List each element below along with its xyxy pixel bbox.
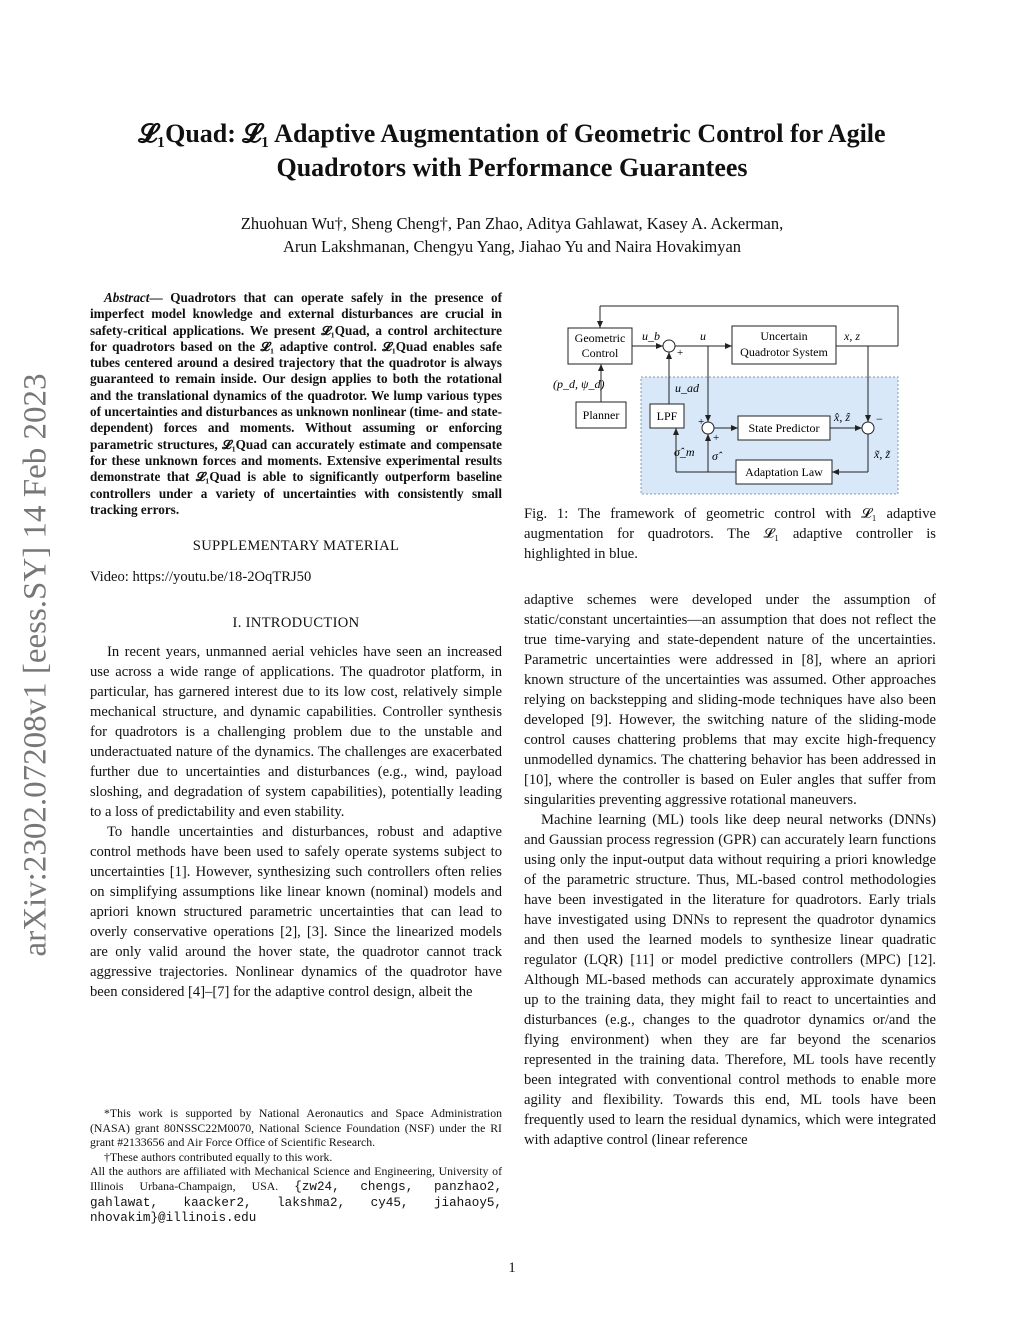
page-number: 1 xyxy=(508,1260,516,1276)
intro-paragraph-1: In recent years, unmanned aerial vehicles have seen an increased use across a wide range of applications. The quadrotor platform, in particular, has garnered interest due to its low cost, relatively simple mechanical structure, and dynamic capabilities. Controller synthesis for quadrotors is a challenging problem due to the unstable and underactuated nature of the dynamics. The challenges are exacerbated further due to uncertainties and disturbances (e.g., wind, payload sloshing, and degradation of system capabilities), potentially leading to a loss of predictability and even stability. xyxy=(90,644,502,821)
author-emails: {zw24, chengs, panzhao2, gahlawat, kaacker2, lakshma2, cy45, jiahaoy5, nhovakim}@illinois.edu xyxy=(90,1179,502,1226)
figure-1-caption: Fig. 1: The framework of geometric control with 𝓛₁ adaptive augmentation for quadrotors. The 𝓛₁ adaptive controller is highlighted in blue. xyxy=(524,506,936,562)
intro-paragraph-3: adaptive schemes were developed under the assumption of static/constant uncertainties—an assumption that does not reflect the true time-varying and state-dependent nature of the uncertainties. Parametric uncertainties were addressed in [8], where an apriori known structure of the uncertainties was assumed. Other approaches relying on backstepping and sliding-mode techniques have also been developed [9]. However, the switching nature of the sliding-mode control causes chattering problems that may excite high-frequency unmodelled dynamics. The chattering behavior has been addressed in [10], where the controller is based on Euler angles that suffer from singularities preventing aggressive rotational maneuvers. xyxy=(524,592,936,808)
svg-text:+: + xyxy=(677,347,684,359)
video-link[interactable]: Video: https://youtu.be/18-2OqTRJ50 xyxy=(90,569,312,586)
abstract xyxy=(90,290,502,518)
sum-junction-3 xyxy=(862,422,874,434)
authors-line-1: Zhuohuan Wu†, Sheng Cheng†, Pan Zhao, Aditya Gahlawat, Kasey A. Ackerman, xyxy=(240,214,784,233)
abstract-label: Abstract xyxy=(104,290,150,305)
lpf-label: LPF xyxy=(656,409,678,423)
authors-line-2: Arun Lakshmanan, Chengyu Yang, Jiahao Yu and Naira Hovakimyan xyxy=(282,237,742,256)
arxiv-stamp xyxy=(14,345,58,985)
block-diagram-svg xyxy=(548,298,908,496)
sum-junction-1 xyxy=(663,340,675,352)
signal-pd: (p_d, ψ_d) xyxy=(553,377,605,391)
intro-paragraph-4: Machine learning (ML) tools like deep neural networks (DNNs) and Gaussian process regression (GPR) can accurately learn functions using only the input-output data without requiring a priori knowledge of the parametric structure. Thus, ML-based control methodologies have been investigated in the literature for quadrotors. Early trials have investigated using DNNs to represent the quadrotor dynamics and then used the learned models to synthesize linear quadratic regulator (LQR) [11] or model predictive controllers (MPC) [12]. Although ML-based methods can accurately approximate dynamics up to the training data, they might fail to react to uncertainties and disturbances (e.g., changes to the quadrotor dynamics or/and the flying environment) when they are far beyond the scenarios represented in the training data. Therefore, ML tools have recently been integrated with conventional control methods to enable more agility and flexibility. Towards this end, ML tools have been frequently used to learn the residual dynamics, which were integrated with adaptive control (linear reference xyxy=(524,812,936,1148)
geometric-control-label-2: Control xyxy=(581,346,619,360)
uncertain-label-1: Uncertain xyxy=(760,329,808,343)
title-line-1: 𝓛₁Quad: 𝓛₁ Adaptive Augmentation of Geometric Control for Agile xyxy=(138,119,886,148)
signal-xtilde: x̃, z̃ xyxy=(874,447,890,461)
signal-xz: x, z xyxy=(844,329,860,343)
right-column xyxy=(524,590,936,1150)
footnote-equal-contribution: †These authors contributed equally to this work. xyxy=(104,1149,333,1164)
footnotes xyxy=(90,1106,502,1226)
signal-sigma: σ̂ xyxy=(712,449,718,463)
geometric-control-label-1: Geometric xyxy=(574,331,626,345)
adaptation-law-label: Adaptation Law xyxy=(745,465,823,479)
signal-xhat: x̂, ẑ xyxy=(834,410,850,424)
footnote-funding: *This work is supported by National Aeronautics and Space Administration (NASA) grant 80NSSC22M0070, National Science Foundation (NSF) under the RI grant #2133656 and Air Force Office of Scientific Research. xyxy=(90,1106,502,1150)
svg-text:−: − xyxy=(876,412,883,426)
uncertain-label-2: Quadrotor System xyxy=(740,345,828,359)
abstract-text: — Quadrotors that can operate safely in the presence of imperfect model knowledge and external disturbances are crucial in safety-critical applications. We present 𝓛₁Quad, a control architecture for quadrotors based on the 𝓛₁ adaptive control. 𝓛₁Quad enables safe tubes centered around a desired trajectory that the quadrotor is always guaranteed to remain inside. Our design applies to both the rotational and the translational dynamics of the quadrotor. We lump various types of uncertainties and disturbances as unknown nonlinear (time- and state-dependent) forces and moments. Without assuming or enforcing parametric structures, 𝓛₁Quad can accurately estimate and compensate for these unknown forces and moments. Extensive experimental results demonstrate that 𝓛₁Quad is able to significantly outperform baseline controllers under a variety of uncertainties with consistently small tracking errors. xyxy=(90,290,502,517)
author-list xyxy=(110,212,914,258)
affiliation-text: All the authors are affiliated with Mechanical Science and Engineering, University of Illinois Urbana-Champaign, USA. xyxy=(90,1164,502,1193)
supplementary-heading: SUPPLEMENTARY MATERIAL xyxy=(192,538,400,555)
signal-ub: u_b xyxy=(642,329,660,343)
planner-label: Planner xyxy=(582,408,620,422)
figure-1-block-diagram xyxy=(548,298,908,496)
title-line-2: Quadrotors with Performance Guarantees xyxy=(276,153,748,182)
paper-title xyxy=(110,117,914,185)
signal-sigma-m: σ̂_m xyxy=(674,445,695,459)
svg-text:+: + xyxy=(713,432,720,444)
svg-text:+: + xyxy=(698,416,705,428)
signal-u: u xyxy=(700,329,706,343)
intro-paragraph-2: To handle uncertainties and disturbances, robust and adaptive control methods have been used to safely operate systems subject to uncertainties [1]. However, synthesizing such controllers often relies on simplifying assumptions like linear known (nominal) models and apriori known structured parametric uncertainties that can lead to overly conservative operations [2], [3]. Since the linearized models are only valid around the hover state, the quadrotor cannot track aggressive trajectories. Nonlinear dynamics of the quadrotor have been considered [4]–[7] for the adaptive control design, albeit the xyxy=(90,824,502,1001)
left-column xyxy=(90,290,502,1002)
footnote-affiliation xyxy=(90,1164,502,1225)
introduction-heading: I. INTRODUCTION xyxy=(232,615,360,632)
signal-uad: u_ad xyxy=(675,381,699,395)
state-predictor-label: State Predictor xyxy=(748,421,820,435)
arxiv-stamp-text: arXiv:2302.07208v1 [eess.SY] 14 Feb 2023 xyxy=(17,373,54,957)
